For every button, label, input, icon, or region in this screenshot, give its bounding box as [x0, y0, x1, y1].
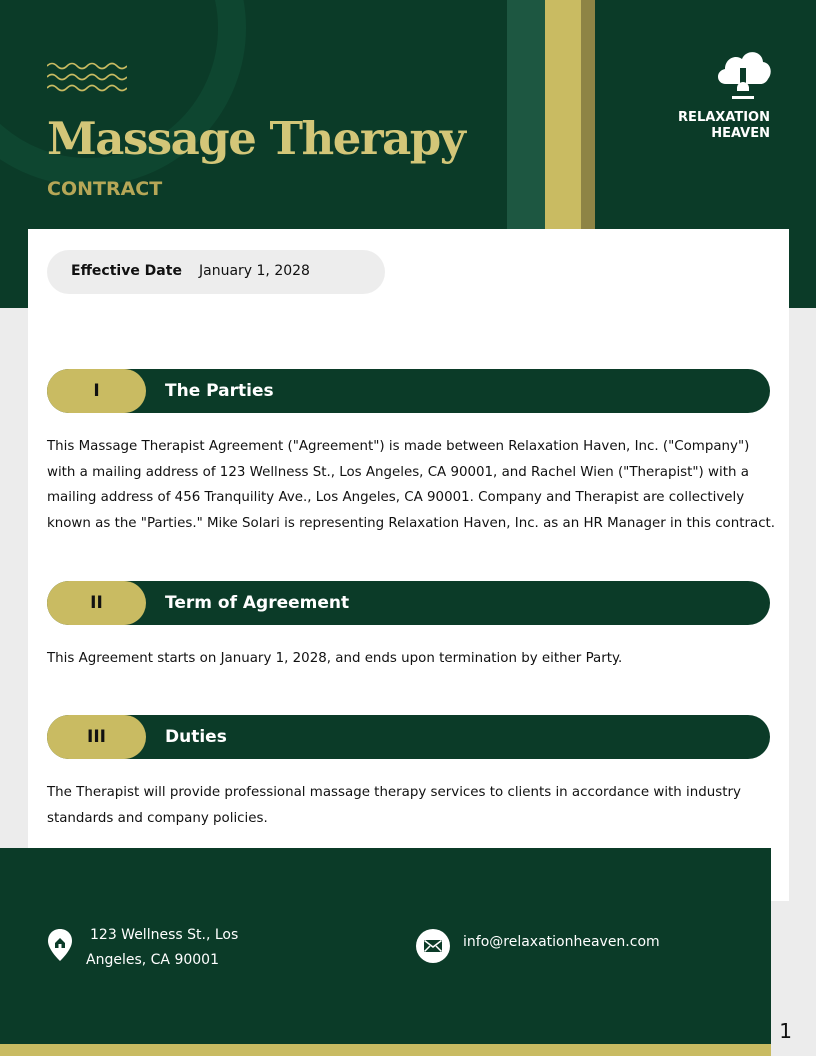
section-title: Duties	[165, 727, 227, 747]
section-numeral: I	[47, 369, 146, 413]
section-body-duties: The Therapist will provide professional massage therapy services to clients in accordance with industry standards and company policies.	[47, 785, 741, 826]
waves-icon	[47, 60, 127, 98]
section-body-term: This Agreement starts on January 1, 2028, and ends upon termination by either Party.	[47, 651, 623, 666]
location-pin-icon	[47, 928, 73, 962]
effective-date-pill	[47, 250, 385, 294]
section-header-parties	[47, 369, 770, 413]
section-numeral: III	[47, 715, 146, 759]
brand-logo-text	[678, 110, 770, 142]
envelope-icon	[416, 929, 450, 963]
section-title: Term of Agreement	[165, 593, 350, 613]
logo-line-1: RELAXATION	[678, 110, 770, 125]
cloud-lamp-icon	[714, 46, 772, 102]
page-number: 1	[779, 1019, 792, 1043]
footer-email[interactable]: info@relaxationheaven.com	[463, 934, 660, 950]
effective-date-label: Effective Date	[71, 263, 182, 279]
page-subtitle: CONTRACT	[47, 178, 163, 200]
section-title: The Parties	[165, 381, 274, 401]
section-numeral: II	[47, 581, 146, 625]
effective-date-value: January 1, 2028	[199, 263, 310, 279]
footer-address: 123 Wellness St., Los Angeles, CA 90001	[86, 927, 239, 968]
page-title: Massage Therapy	[47, 112, 465, 165]
section-body-parties: This Massage Therapist Agreement ("Agreement") is made between Relaxation Haven, Inc. ("Company") with a mailing address of 123 Wellness St., Los Angeles, CA 90001, and Rachel Wien ("Therapist") with a mailing address of 456 Tranquility Ave., Los Angeles, CA 90001. Company and Therapist are collectively known as the "Parties." Mike Solari is representing Relaxation Haven, Inc. as an HR Manager in this contract.	[47, 439, 776, 532]
section-header-duties	[47, 715, 770, 759]
section-header-term	[47, 581, 770, 625]
contract-card	[28, 229, 789, 901]
footer-gold-strip	[0, 1044, 771, 1056]
logo-line-2: HEAVEN	[711, 126, 770, 141]
